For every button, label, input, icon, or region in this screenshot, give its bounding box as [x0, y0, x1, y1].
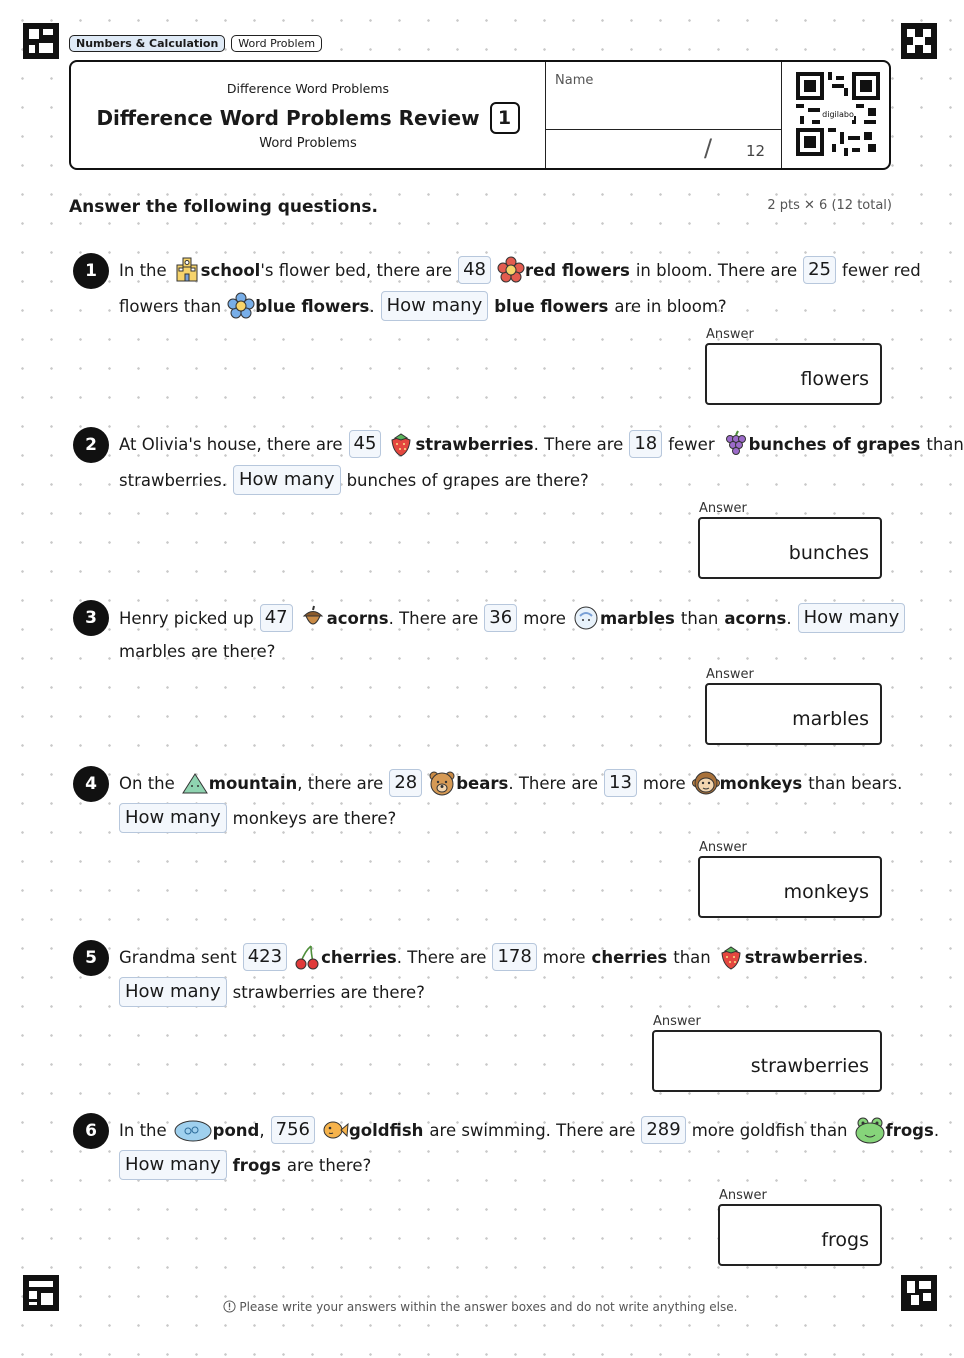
marble-icon: [572, 604, 600, 632]
question-number: 4: [73, 766, 109, 802]
text: , there are: [297, 773, 384, 793]
worksheet-title: Difference Word Problems Review: [96, 106, 480, 130]
text: more: [642, 773, 686, 793]
corner-marker-top-right: [901, 23, 937, 59]
cherries-icon: [293, 943, 321, 971]
answer-label: Answer: [706, 667, 754, 682]
name-field[interactable]: [545, 62, 782, 168]
worksheet-header: [69, 60, 891, 170]
text: 's flower bed, there are: [260, 260, 453, 280]
score-slash: /: [704, 134, 713, 162]
keyword: strawberries: [415, 434, 534, 454]
question-number: 2: [73, 427, 109, 463]
keyword: acorns: [326, 608, 389, 628]
strawberry-icon: [717, 943, 745, 971]
text: than: [673, 947, 711, 967]
text: than: [680, 608, 719, 628]
question-number: 1: [73, 253, 109, 289]
question-text-line-1: [119, 603, 905, 633]
frog-icon: [854, 1116, 886, 1144]
text: are there?: [286, 1155, 372, 1175]
text: strawberries.: [119, 470, 227, 490]
question-text-line-1: [119, 1116, 939, 1144]
answer-unit: flowers: [800, 368, 869, 390]
text: Grandma sent: [119, 947, 237, 967]
number-box: 423: [243, 943, 287, 971]
text: than bears.: [808, 773, 903, 793]
answer-box-1[interactable]: [705, 343, 882, 405]
text: . There are: [533, 434, 624, 454]
corner-marker-top-left: [23, 23, 59, 59]
question-number: 6: [73, 1113, 109, 1149]
text: in bloom. There are: [635, 260, 798, 280]
tag-list: [69, 35, 322, 52]
answer-label: Answer: [719, 1188, 767, 1203]
text: than: [926, 434, 964, 454]
school-icon: [173, 256, 201, 284]
question-text-line-2: [119, 1150, 371, 1180]
qr-code-icon: [796, 72, 880, 156]
question-text-line-1: [119, 943, 868, 971]
points-info: 2 pts ✕ 6 (12 total): [767, 198, 892, 213]
keyword: strawberries: [744, 947, 863, 967]
footer-note: [0, 1300, 960, 1314]
keyword: goldfish: [348, 1120, 424, 1140]
text: bunches of grapes are there?: [346, 470, 589, 490]
number-box: 25: [803, 256, 836, 284]
score-total: 12: [746, 142, 766, 160]
text: . There are: [396, 947, 487, 967]
worksheet-category: Word Problems: [259, 136, 357, 151]
how-many-box: How many: [233, 465, 341, 495]
page-title: [71, 102, 545, 134]
question-text-line-2: [119, 291, 727, 321]
text: more: [523, 608, 566, 628]
text: ,: [259, 1120, 265, 1140]
text: In the: [119, 1120, 167, 1140]
pond-icon: [173, 1116, 213, 1144]
text: more goldfish than: [691, 1120, 848, 1140]
blue-flower-icon: [227, 292, 255, 320]
answer-unit: frogs: [821, 1229, 869, 1251]
answer-label: Answer: [699, 501, 747, 516]
number-box: 36: [484, 604, 517, 632]
keyword: blue flowers: [494, 296, 609, 316]
text: monkeys are there?: [232, 808, 397, 828]
question-text-line-2: [119, 642, 275, 661]
text: fewer red: [842, 260, 921, 280]
question-text-line-1: [119, 256, 921, 284]
number-box: 178: [492, 943, 536, 971]
number-box: 28: [389, 769, 422, 797]
question-text-line-2: [119, 977, 425, 1007]
qr-label: digilabo: [822, 109, 854, 119]
keyword: bunches of grapes: [748, 434, 921, 454]
question-text-line-2: [119, 803, 396, 833]
title-area: [71, 62, 545, 168]
answer-label: Answer: [706, 327, 754, 342]
answer-box-6[interactable]: [718, 1204, 882, 1266]
question-text-line-2: [119, 465, 589, 495]
answer-unit: bunches: [788, 542, 869, 564]
monkey-icon: [692, 769, 720, 797]
keyword: school: [200, 260, 261, 280]
strawberry-icon: [387, 430, 415, 458]
number-box: 18: [629, 430, 662, 458]
number-box: 289: [641, 1116, 685, 1144]
question-number: 3: [73, 600, 109, 636]
keyword: monkeys: [719, 773, 803, 793]
how-many-box: How many: [381, 291, 489, 321]
answer-box-3[interactable]: [705, 683, 882, 745]
keyword: red flowers: [524, 260, 630, 280]
text: flowers than: [119, 296, 222, 316]
answer-unit: marbles: [792, 708, 869, 730]
answer-box-5[interactable]: [652, 1030, 882, 1092]
keyword: bears: [456, 773, 509, 793]
mountain-icon: [181, 769, 209, 797]
keyword: marbles: [599, 608, 675, 628]
text: .: [933, 1120, 940, 1140]
text: Henry picked up: [119, 608, 254, 628]
question-number: 5: [73, 940, 109, 976]
text: At Olivia's house, there are: [119, 434, 343, 454]
question-text-line-1: [119, 430, 964, 458]
footer-text: Please write your answers within the answer boxes and do not write anything else.: [239, 1300, 738, 1314]
text: .: [862, 947, 869, 967]
how-many-box: How many: [119, 803, 227, 833]
text: more: [542, 947, 586, 967]
name-divider: [546, 129, 782, 130]
text: strawberries are there?: [232, 982, 425, 1002]
text: are in bloom?: [614, 296, 727, 316]
text: are swimming. There are: [429, 1120, 636, 1140]
text: .: [786, 608, 792, 628]
text: . There are: [508, 773, 599, 793]
sheet-number-badge: 1: [490, 102, 520, 134]
answer-label: Answer: [699, 840, 747, 855]
how-many-box: How many: [119, 977, 227, 1007]
text: marbles are there?: [119, 642, 276, 661]
name-label: Name: [555, 73, 594, 88]
tag-word-problem: Word Problem: [231, 35, 322, 52]
keyword: frogs: [885, 1120, 934, 1140]
keyword: pond: [212, 1120, 260, 1140]
answer-unit: monkeys: [783, 881, 869, 903]
red-flower-icon: [497, 256, 525, 284]
acorn-icon: [299, 604, 327, 632]
answer-box-4[interactable]: [698, 856, 882, 918]
how-many-box: How many: [798, 603, 906, 633]
instructions: Answer the following questions.: [69, 197, 378, 217]
keyword: cherries: [321, 947, 397, 967]
text: In the: [119, 260, 167, 280]
text: On the: [119, 773, 175, 793]
number-box: 47: [260, 604, 293, 632]
how-many-box: How many: [119, 1150, 227, 1180]
number-box: 756: [271, 1116, 315, 1144]
text: .: [369, 296, 375, 316]
keyword: acorns: [724, 608, 787, 628]
number-box: 48: [458, 256, 491, 284]
number-box: 13: [604, 769, 637, 797]
text: . There are: [388, 608, 479, 628]
answer-unit: strawberries: [750, 1055, 869, 1077]
answer-box-2[interactable]: [698, 517, 882, 579]
tag-numbers-calculation: Numbers & Calculation: [69, 35, 225, 52]
grapes-icon: [721, 430, 749, 458]
keyword: mountain: [208, 773, 298, 793]
worksheet-subtitle: Difference Word Problems: [226, 81, 390, 96]
info-icon: [223, 1300, 236, 1313]
qr-area: [781, 62, 890, 168]
bear-icon: [428, 769, 456, 797]
number-box: 45: [349, 430, 382, 458]
goldfish-icon: [321, 1116, 349, 1144]
keyword: frogs: [232, 1155, 281, 1175]
question-text-line-1: [119, 769, 902, 797]
text: fewer: [668, 434, 715, 454]
answer-label: Answer: [653, 1014, 701, 1029]
keyword: blue flowers: [255, 296, 370, 316]
keyword: cherries: [591, 947, 668, 967]
